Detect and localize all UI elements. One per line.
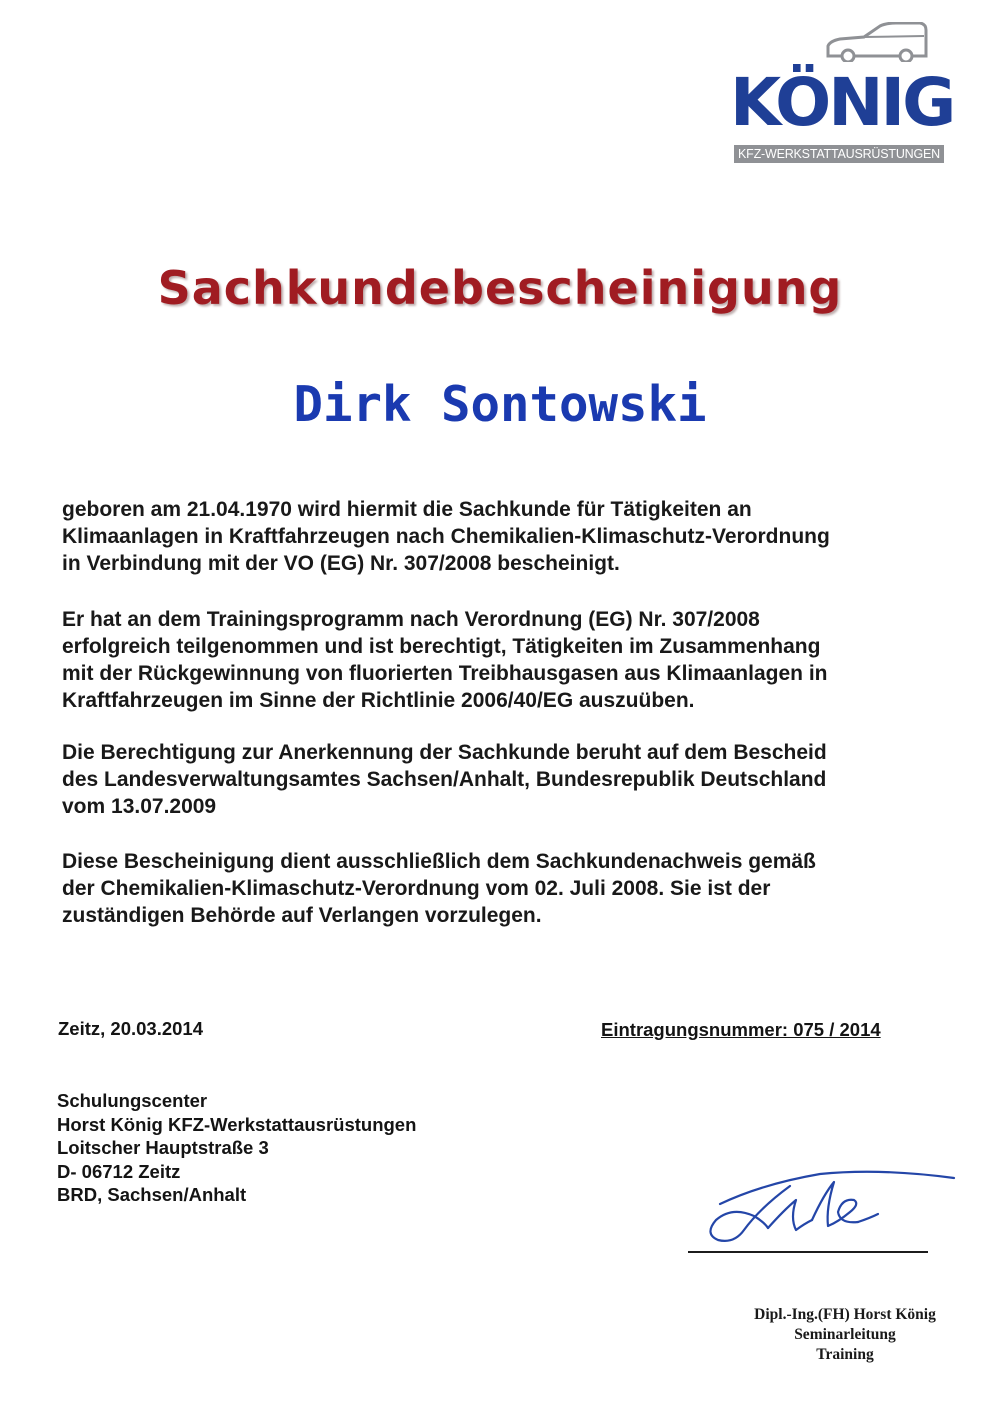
signer-department: Training	[816, 1346, 874, 1363]
paragraph-line: Die Berechtigung zur Anerkennung der Sachkunde beruht auf dem Bescheid	[62, 741, 827, 764]
paragraph-line: geboren am 21.04.1970 wird hiermit die Sachkunde für Tätigkeiten an	[62, 498, 752, 521]
paragraph-line: Diese Bescheinigung dient ausschließlich dem Sachkundenachweis gemäß	[62, 850, 816, 873]
company-logo	[728, 22, 954, 161]
logo-brand-text: KÖNIG	[730, 64, 954, 141]
paragraph-line: vom 13.07.2009	[62, 795, 217, 818]
address-line: Schulungscenter	[57, 1090, 208, 1111]
body-paragraph-purpose	[62, 848, 962, 929]
signature-line	[688, 1251, 928, 1253]
paragraph-line: in Verbindung mit der VO (EG) Nr. 307/2008 bescheinigt.	[62, 552, 620, 575]
logo-tagline: KFZ-WERKSTATTAUSRÜSTUNGEN	[734, 145, 944, 163]
signer-name: Dipl.-Ing.(FH) Horst König	[754, 1306, 936, 1323]
paragraph-line: der Chemikalien-Klimaschutz-Verordnung vom 02. Juli 2008. Sie ist der	[62, 877, 771, 900]
document-title: Sachkundebescheinigung	[157, 261, 843, 315]
signer-role: Seminarleitung	[794, 1326, 896, 1343]
paragraph-line: zuständigen Behörde auf Verlangen vorzulegen.	[62, 904, 542, 927]
paragraph-line: mit der Rückgewinnung von fluorierten Treibhausgasen aus Klimaanlagen in	[62, 662, 828, 685]
paragraph-line: Kraftfahrzeugen im Sinne der Richtlinie 2006/40/EG auszuüben.	[62, 689, 695, 712]
paragraph-line: erfolgreich teilgenommen und ist berechtigt, Tätigkeiten im Zusammenhang	[62, 635, 821, 658]
body-paragraph-training	[62, 606, 962, 714]
place-and-date: Zeitz, 20.03.2014	[58, 1018, 204, 1039]
address-line: D- 06712 Zeitz	[57, 1160, 181, 1182]
signer-block	[720, 1305, 970, 1365]
paragraph-line: Klimaanlagen in Kraftfahrzeugen nach Chemikalien-Klimaschutz-Verordnung	[62, 525, 830, 548]
recipient-name: Dirk Sontowski	[293, 376, 707, 433]
body-paragraph-authorization	[62, 739, 962, 820]
registration-number: Eintragungsnummer: 075 / 2014	[601, 1019, 881, 1040]
address-line: BRD, Sachsen/Anhalt	[57, 1184, 247, 1205]
address-line: Horst König KFZ-Werkstattausrüstungen	[57, 1113, 417, 1135]
paragraph-line: des Landesverwaltungsamtes Sachsen/Anhalt, Bundesrepublik Deutschland	[62, 768, 827, 791]
address-line: Loitscher Hauptstraße 3	[57, 1137, 269, 1158]
body-paragraph-birth-and-qualification	[62, 496, 962, 577]
issuer-address	[57, 1089, 416, 1207]
paragraph-line: Er hat an dem Trainingsprogramm nach Verordnung (EG) Nr. 307/2008	[62, 608, 760, 631]
car-silhouette-icon	[824, 22, 928, 62]
handwritten-signature	[700, 1164, 960, 1248]
